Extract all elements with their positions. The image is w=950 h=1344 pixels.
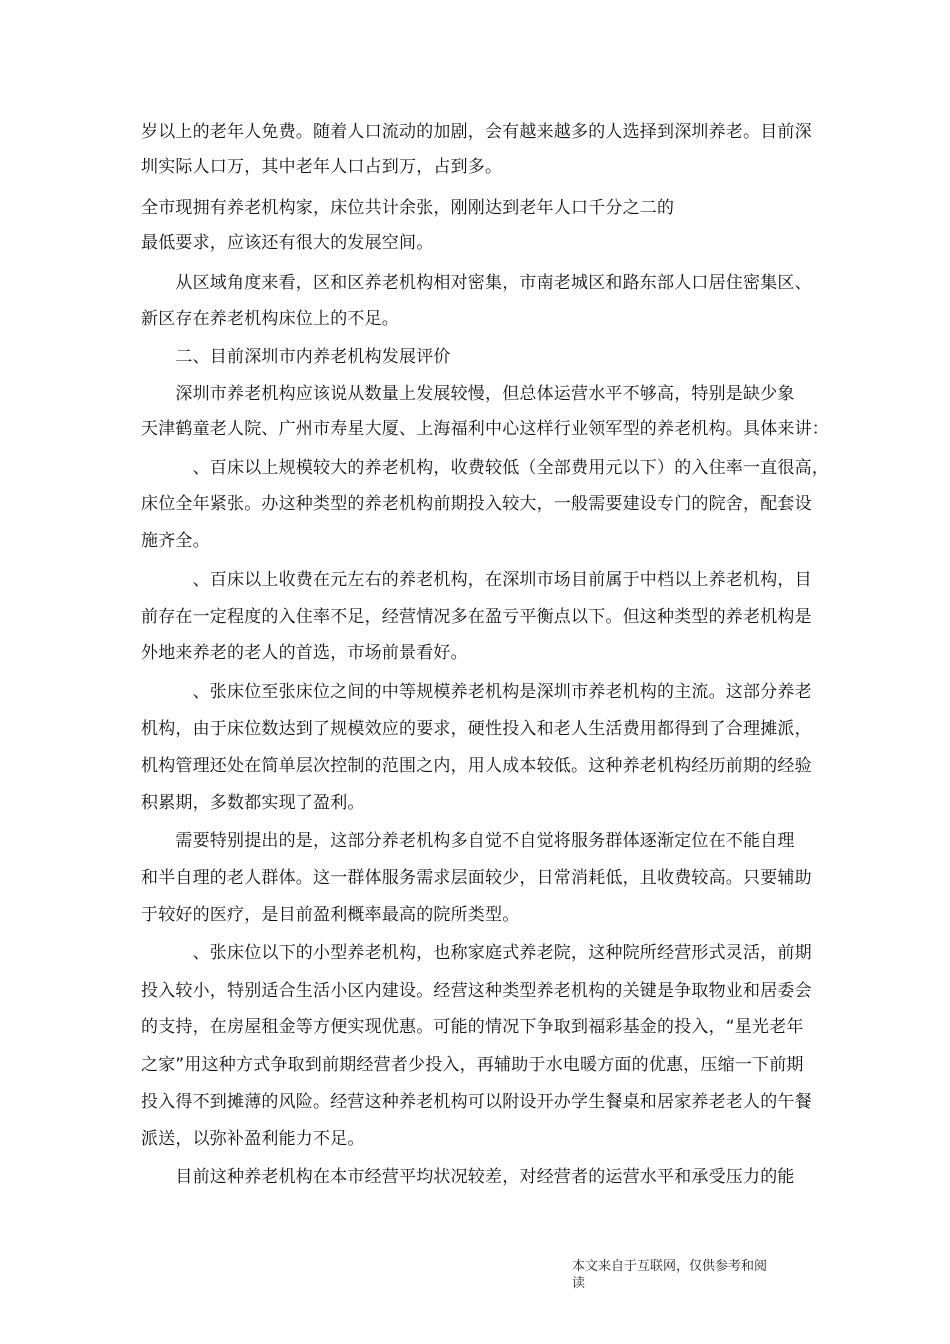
text-line: 的支持，在房屋租金等方便实现优惠。可能的情况下争取到福彩基金的投入，“星光老年 bbox=[141, 1017, 804, 1037]
text-line: 、百床以上规模较大的养老机构，收费较低（全部费用元以下）的入住率一直很高， bbox=[141, 458, 829, 478]
text-line: 派送，以弥补盈利能力不足。 bbox=[141, 1129, 365, 1149]
footer-note-continued: 读 bbox=[572, 1276, 586, 1291]
text-line: 需要特别提出的是，这部分养老机构多自觉不自觉将服务群体逐渐定位在不能自理 bbox=[141, 831, 795, 851]
text-line: 床位全年紧张。办这种类型的养老机构前期投入较大，一般需要建设专门的院舍，配套设 bbox=[141, 494, 812, 514]
footer-note: 本文来自于互联网，仅供参考和阅 bbox=[572, 1259, 768, 1274]
text-line: 机构，由于床位数达到了规模效应的要求，硬性投入和老人生活费用都得到了合理摊派， bbox=[141, 719, 812, 739]
text-line: 、百床以上收费在元左右的养老机构，在深圳市场目前属于中档以上养老机构，目 bbox=[141, 570, 812, 590]
text-line: 于较好的医疗，是目前盈利概率最高的院所类型。 bbox=[141, 905, 520, 925]
text-line: 最低要求，应该还有很大的发展空间。 bbox=[141, 233, 434, 253]
text-line: 从区域角度来看，区和区养老机构相对密集，市南老城区和路东部人口居住密集区、 bbox=[141, 273, 812, 293]
text-line: 全市现拥有养老机构家，床位共计余张，刚刚达到老年人口千分之二的 bbox=[141, 198, 675, 218]
text-line: 天津鹤童老人院、广州市寿星大厦、上海福利中心这样行业领军型的养老机构。具体来讲： bbox=[141, 419, 829, 439]
text-line: 、张床位至张床位之间的中等规模养老机构是深圳市养老机构的主流。这部分养老 bbox=[141, 682, 812, 702]
text-line: 机构管理还处在简单层次控制的范围之内，用人成本较低。这种养老机构经历前期的经验 bbox=[141, 756, 812, 776]
text-line: 目前这种养老机构在本市经营平均状况较差，对经营者的运营水平和承受压力的能 bbox=[141, 1167, 795, 1187]
text-line: 前存在一定程度的入住率不足，经营情况多在盈亏平衡点以下。但这种类型的养老机构是 bbox=[141, 607, 812, 627]
section-heading: 二、目前深圳市内养老机构发展评价 bbox=[141, 347, 451, 367]
text-line: 之家”用这种方式争取到前期经营者少投入，再辅助于水电暖方面的优惠，压缩一下前期 bbox=[141, 1055, 804, 1075]
text-line: 深圳市养老机构应该说从数量上发展较慢，但总体运营水平不够高，特别是缺少象 bbox=[141, 384, 795, 404]
text-line: 和半自理的老人群体。这一群体服务需求层面较少，日常消耗低，且收费较高。只要辅助 bbox=[141, 868, 812, 888]
text-line: 积累期，多数都实现了盈利。 bbox=[141, 793, 365, 813]
text-line: 投入较小，特别适合生活小区内建设。经营这种类型养老机构的关键是争取物业和居委会 bbox=[141, 981, 812, 1001]
text-line: 岁以上的老年人免费。随着人口流动的加剧，会有越来越多的人选择到深圳养老。目前深 bbox=[141, 122, 812, 142]
text-line: 外地来养老的老人的首选，市场前景看好。 bbox=[141, 643, 468, 663]
text-line: 投入得不到摊薄的风险。经营这种养老机构可以附设开办学生餐桌和居家养老老人的午餐 bbox=[141, 1092, 812, 1112]
text-line: 施齐全。 bbox=[141, 531, 210, 551]
text-line: 圳实际人口万，其中老年人口占到万，占到多。 bbox=[141, 157, 503, 177]
text-line: 新区存在养老机构床位上的不足。 bbox=[141, 309, 399, 329]
text-line: 、张床位以下的小型养老机构，也称家庭式养老院，这种院所经营形式灵活，前期 bbox=[141, 943, 812, 963]
